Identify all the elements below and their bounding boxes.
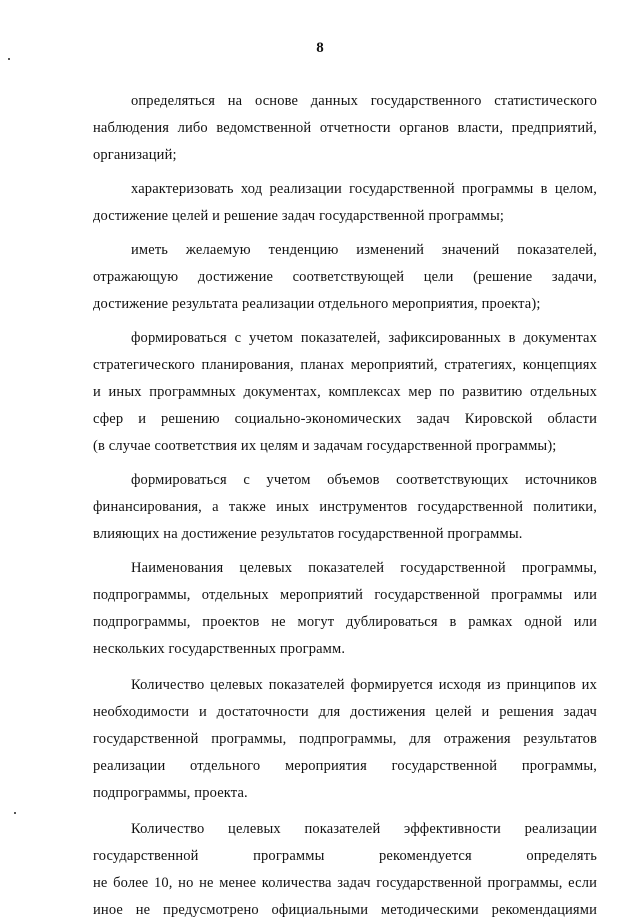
text-line: определяться на основе данных государственного статистического xyxy=(131,93,597,109)
text-line: сфер и решению социально-экономических задач Кировской области xyxy=(93,411,597,427)
text-line: нескольких государственных программ. xyxy=(93,641,346,657)
text-line: достижение целей и решение задач государственной программы; xyxy=(93,208,505,224)
text-line: государственной программы, подпрограммы, для отражения результатов xyxy=(93,731,597,747)
paragraph xyxy=(93,672,597,807)
paragraph xyxy=(93,88,597,169)
text-line: реализации отдельного мероприятия государственной программы, xyxy=(93,758,597,774)
text-line: наблюдения либо ведомственной отчетности органов власти, предприятий, xyxy=(93,120,597,136)
text-line: влияющих на достижение результатов государственной программы. xyxy=(93,526,523,542)
text-line: характеризовать ход реализации государственной программы в целом, xyxy=(131,181,597,197)
document-body xyxy=(93,88,597,924)
paragraph xyxy=(93,816,597,924)
text-line: Наименования целевых показателей государственной программы, xyxy=(131,560,597,576)
text-line: и иных программных документах, комплексах мер по развитию отдельных xyxy=(93,384,597,400)
paragraph xyxy=(93,325,597,460)
text-line: необходимости и достаточности для достижения целей и решения задач xyxy=(93,704,597,720)
paragraph xyxy=(93,176,597,230)
text-line: иное не предусмотрено официальными методическими рекомендациями xyxy=(93,902,597,918)
scan-mark xyxy=(8,58,10,60)
text-line: иметь желаемую тенденцию изменений значений показателей, xyxy=(131,242,597,258)
text-line: подпрограммы, проектов не могут дублироваться в рамках одной или xyxy=(93,614,597,630)
text-line: формироваться с учетом показателей, зафиксированных в документах xyxy=(131,330,597,346)
text-line: Количество целевых показателей формируется исходя из принципов их xyxy=(131,677,597,693)
scan-mark xyxy=(14,812,16,814)
text-line: формироваться с учетом объемов соответствующих источников xyxy=(131,472,597,488)
text-line: подпрограммы, проекта. xyxy=(93,785,248,801)
text-line: организаций; xyxy=(93,147,177,163)
text-line: достижение результата реализации отдельного мероприятия, проекта); xyxy=(93,296,541,312)
text-line: (в случае соответствия их целям и задачам государственной программы); xyxy=(93,438,557,454)
paragraph xyxy=(93,555,597,663)
text-line: стратегического планирования, планах мероприятий, стратегиях, концепциях xyxy=(93,357,597,373)
text-line: финансирования, а также иных инструментов государственной политики, xyxy=(93,499,597,515)
text-line: Количество целевых показателей эффективности реализации xyxy=(131,821,597,837)
text-line: не более 10, но не менее количества задач государственной программы, если xyxy=(93,875,597,891)
paragraph xyxy=(93,237,597,318)
text-line: отражающую достижение соответствующей цели (решение задачи, xyxy=(93,269,597,285)
page-number: 8 xyxy=(316,40,324,56)
text-line: государственной программы рекомендуется определять xyxy=(93,848,597,864)
text-line: подпрограммы, отдельных мероприятий государственной программы или xyxy=(93,587,597,603)
paragraph xyxy=(93,467,597,548)
